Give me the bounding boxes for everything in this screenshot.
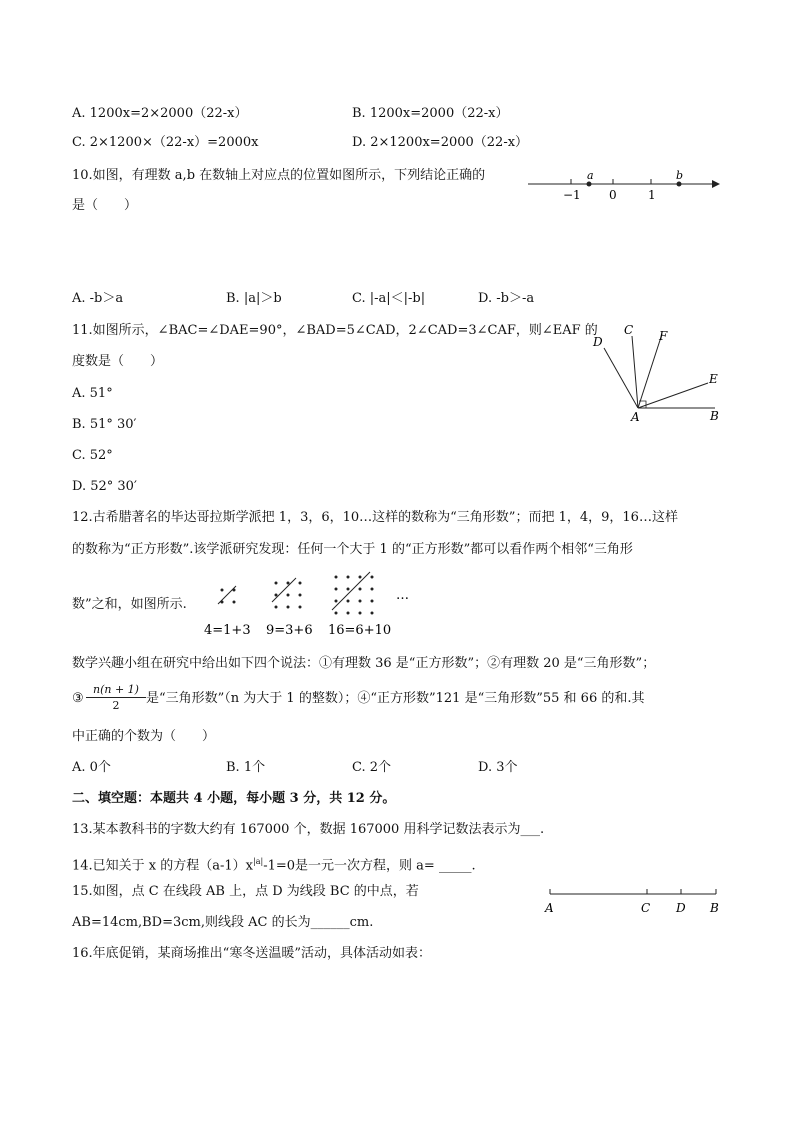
q12-option-b: B. 1个: [226, 760, 266, 775]
dots-9: [272, 578, 302, 609]
label-f: F: [659, 329, 668, 343]
q10-option-d: D. -b＞-a: [478, 291, 535, 306]
q9-option-b: B. 1200x=2000（22-x）: [352, 106, 509, 121]
q11-stem-line2: 度数是（ ）: [72, 354, 164, 369]
q12-stem-line3: 数”之和，如图所示.: [72, 597, 187, 612]
dots-label-4: 4=1+3: [204, 623, 251, 638]
q16-stem: 16.年底促销，某商场推出“寒冬送温暖”活动，具体活动如表：: [72, 946, 431, 961]
q11-stem-line1: 11.如图所示，∠BAC=∠DAE=90°，∠BAD=5∠CAD，2∠CAD=3∠CAF，则∠EAF 的: [72, 323, 598, 338]
q12-option-c: C. 2个: [352, 760, 392, 775]
label-c: C: [624, 323, 634, 337]
label-b: B: [710, 409, 719, 423]
point-b-label: b: [676, 169, 684, 182]
q12-circle-3: ③: [72, 691, 84, 706]
q12-stem-line2: 的数称为“正方形数”.该学派研究发现：任何一个大于 1 的“正方形数”都可以看作两个相邻“三角形: [72, 542, 633, 557]
q11-option-d: D. 52° 30′: [72, 479, 137, 494]
q10-option-b: B. |a|＞b: [226, 291, 282, 306]
dots-16: [332, 572, 374, 615]
label-a: A: [631, 410, 640, 424]
segment-label-c: C: [641, 901, 651, 915]
tick-minus1-label: −1: [563, 188, 581, 202]
segment-label-b: B: [710, 901, 719, 915]
dot-pattern-figure: [200, 570, 420, 642]
dots-ellipsis: …: [396, 588, 409, 603]
segment-figure: [540, 884, 725, 916]
q12-option-d: D. 3个: [478, 760, 518, 775]
label-d: D: [593, 335, 603, 349]
q12-stem-line4: 数学兴趣小组在研究中给出如下四个说法：①有理数 36 是“正方形数”；②有理数 20 是“三角形数”；: [72, 656, 656, 671]
q14-exponent: |a|: [253, 857, 264, 866]
dots-4: [218, 586, 236, 604]
q10-stem-line2: 是（ ）: [72, 198, 138, 213]
dots-label-16: 16=6+10: [328, 623, 392, 638]
q15-stem-line2: AB=14cm,BD=3cm,则线段 AC 的长为______cm.: [72, 915, 374, 930]
q10-option-a: A. -b＞a: [72, 291, 124, 306]
q9-option-c: C. 2×1200×（22-x）=2000x: [72, 135, 259, 150]
q12-stem-line6: 中正确的个数为（ ）: [72, 729, 216, 744]
q11-option-a: A. 51°: [72, 386, 113, 401]
q9-option-a: A. 1200x=2×2000（22-x）: [72, 106, 248, 121]
fraction-numerator: n(n + 1): [86, 683, 146, 698]
label-e: E: [709, 372, 718, 386]
fraction-denominator: 2: [112, 699, 120, 712]
segment-label-a: A: [545, 901, 554, 915]
q10-option-c: C. |-a|＜|-b|: [352, 291, 426, 306]
q11-option-c: C. 52°: [72, 448, 113, 463]
q12-stem-line5: 是“三角形数”（n 为大于 1 的整数）；④“正方形数”121 是“三角形数”55 和 66 的和.其: [146, 691, 645, 706]
angle-figure: [590, 320, 730, 430]
segment-label-d: D: [676, 901, 686, 915]
q14-stem: [72, 854, 476, 874]
q12-stem-line1: 12.古希腊著名的毕达哥拉斯学派把 1，3，6，10…这样的数称为“三角形数”；而把 1，4，9，16…这样: [72, 510, 678, 525]
fraction: [86, 683, 146, 712]
q15-stem-line1: 15.如图，点 C 在线段 AB 上，点 D 为线段 BC 的中点，若: [72, 884, 419, 899]
q11-option-b: B. 51° 30′: [72, 417, 137, 432]
q14-stem-pre: 14.已知关于 x 的方程（a-1）x: [72, 858, 254, 874]
section-heading: 二、填空题：本题共 4 小题，每小题 3 分，共 12 分。: [72, 791, 396, 806]
q12-option-a: A. 0个: [72, 760, 111, 775]
number-line-figure: [528, 166, 728, 206]
point-a-label: a: [587, 169, 594, 182]
q10-stem-line1: 10.如图，有理数 a,b 在数轴上对应点的位置如图所示，下列结论正确的: [72, 168, 486, 183]
tick-0-label: 0: [609, 188, 617, 202]
dots-label-9: 9=3+6: [266, 623, 313, 638]
q14-stem-post: -1=0是一元一次方程，则 a= _____.: [263, 858, 476, 874]
q13-stem: 13.某本教科书的字数大约有 167000 个，数据 167000 用科学记数法表示为___.: [72, 822, 545, 837]
q9-option-d: D. 2×1200x=2000（22-x）: [352, 135, 529, 150]
tick-1-label: 1: [648, 188, 656, 202]
